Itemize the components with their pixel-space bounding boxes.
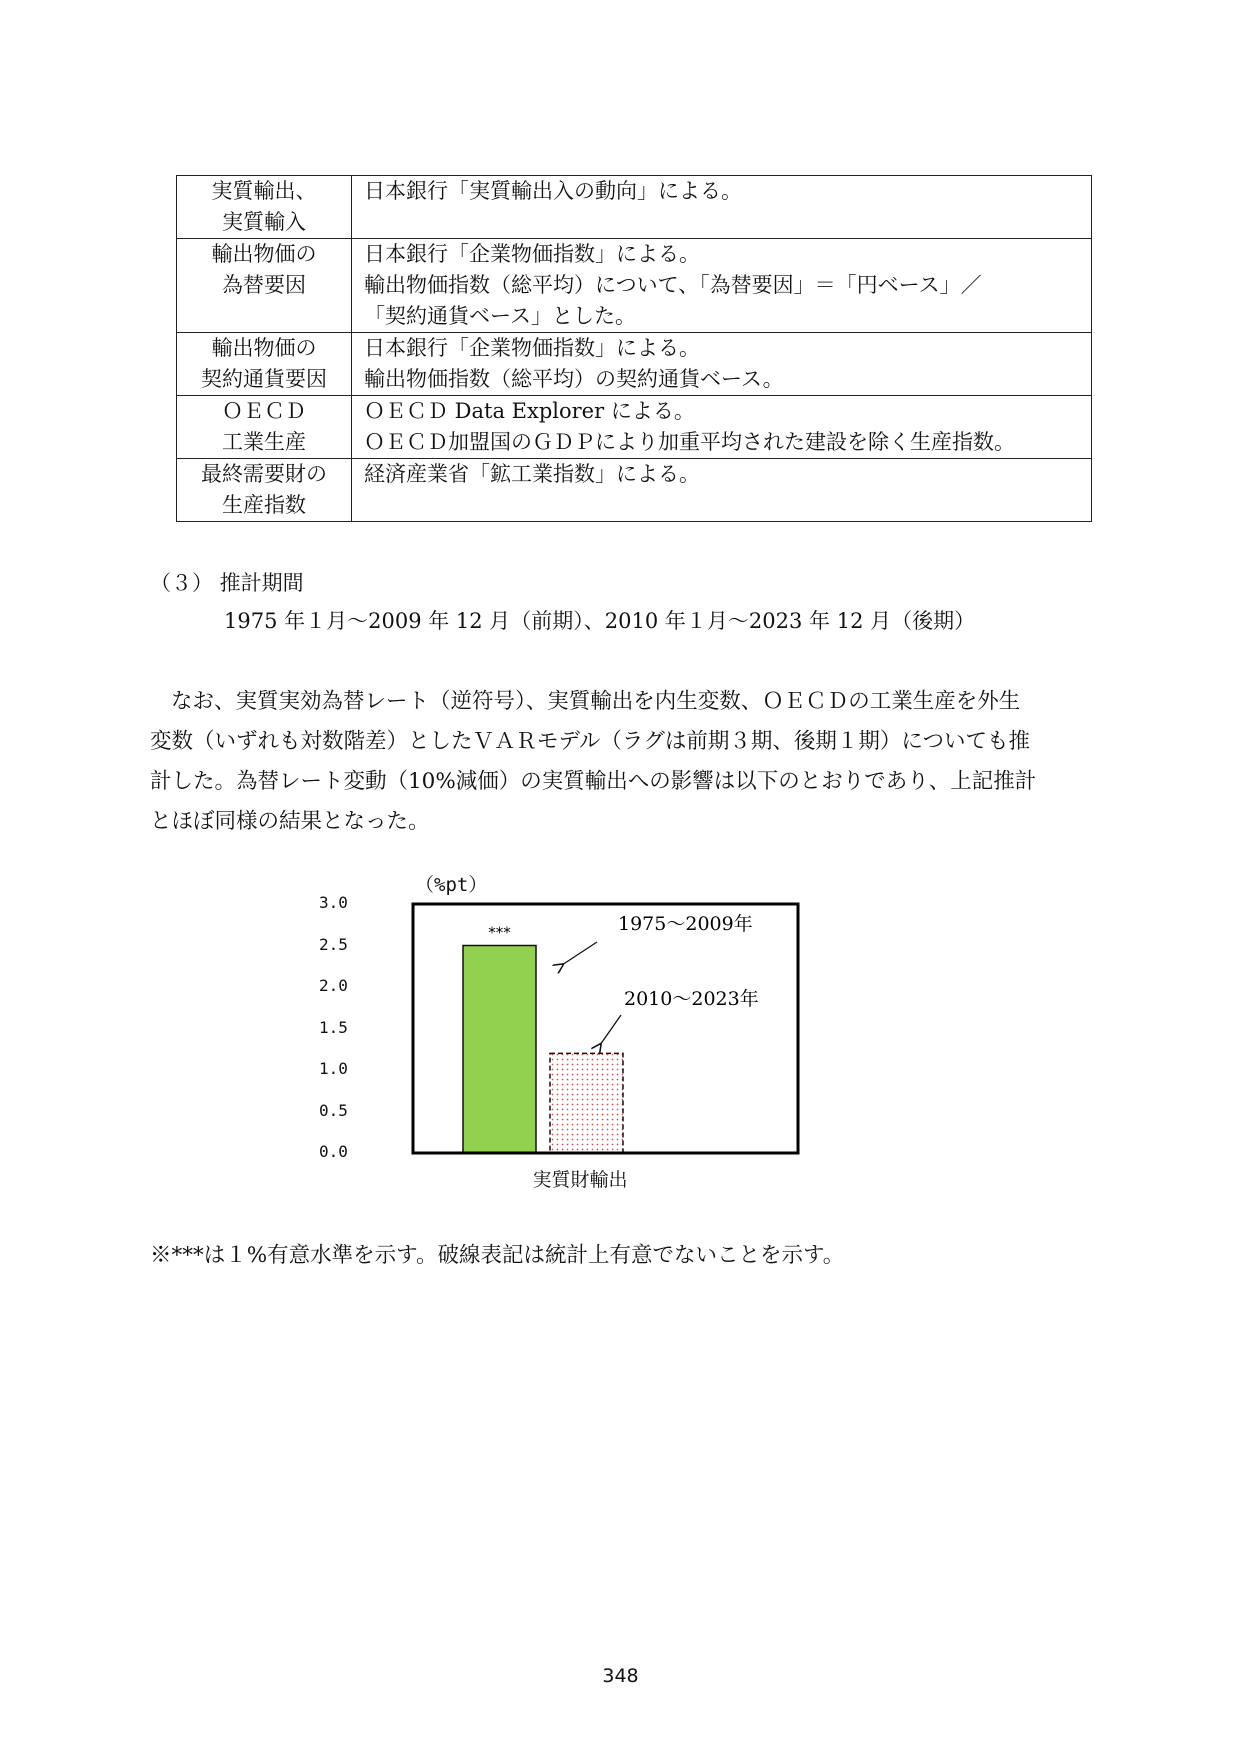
- source-label-line: 実質輸出、: [211, 179, 317, 203]
- significance-note: ※***は１%有意水準を示す。破線表記は統計上有意でないことを示す。: [150, 1243, 845, 1268]
- bar-series-1: [463, 946, 536, 1154]
- source-description-cell: [352, 459, 1092, 522]
- source-label-cell: [177, 176, 352, 239]
- source-label-line: 為替要因: [222, 273, 306, 297]
- page-number: 348: [602, 1665, 639, 1687]
- source-label-line: 実質輸入: [222, 210, 306, 234]
- source-description-line: 日本銀行「企業物価指数」による。: [364, 242, 700, 266]
- source-description-line: 輸出物価指数（総平均）について、「為替要因」＝「円ベース」／: [364, 273, 982, 297]
- chart: [319, 862, 820, 1202]
- series-label-arrow: [562, 942, 597, 965]
- source-label-line: ＯＥＣＤ: [222, 399, 306, 423]
- y-tick-label: 2.5: [319, 934, 348, 954]
- source-description-cell: [352, 396, 1092, 459]
- bar-series-2: [550, 1053, 623, 1153]
- source-description-line: [364, 490, 1091, 521]
- table-row: [177, 239, 1092, 333]
- series-label: 2010～2023年: [624, 988, 759, 1010]
- table-row: [177, 396, 1092, 459]
- source-label-cell: [177, 333, 352, 396]
- source-label-line: 最終需要財の: [201, 462, 327, 486]
- source-label-cell: [177, 459, 352, 522]
- source-label-cell: [177, 396, 352, 459]
- chart-plot: [340, 862, 820, 1202]
- source-description-line: ＯＥＣＤ Data Explorer による。: [364, 399, 695, 423]
- source-description-cell: [352, 176, 1092, 239]
- source-description-line: 「契約通貨ベース」とした。: [364, 304, 636, 328]
- table-row: [177, 459, 1092, 522]
- y-tick-label: 3.0: [319, 893, 348, 912]
- body-paragraph: [150, 682, 1092, 842]
- paragraph-line: 変数（いずれも対数階差）としたＶＡＲモデル（ラグは前期３期、後期１期）についても推: [150, 729, 1030, 754]
- x-axis-category-label: 実質財輸出: [532, 1169, 628, 1191]
- y-tick-label: 1.0: [319, 1059, 348, 1078]
- source-description-line: 輸出物価指数（総平均）の契約通貨ベース。: [364, 367, 784, 391]
- y-tick-label: 0.0: [319, 1142, 348, 1161]
- data-source-table: [176, 175, 1092, 522]
- y-tick-label: 0.5: [319, 1100, 348, 1120]
- source-description-cell: [352, 333, 1092, 396]
- source-description-cell: [352, 239, 1092, 333]
- source-description-line: ＯＥＣＤ加盟国のＧＤＰにより加重平均された建設を除く生産指数。: [364, 430, 1015, 454]
- estimation-period: 1975 年１月～2009 年 12 月（前期）、2010 年１月～2023 年 12 月（後期）: [224, 609, 976, 633]
- source-label-line: 契約通貨要因: [201, 367, 327, 391]
- paragraph-line: 計した。為替レート変動（10%減価）の実質輸出への影響は以下のとおりであり、上記推計: [150, 769, 1037, 794]
- series-label: 1975～2009年: [618, 913, 753, 935]
- section-heading: （３） 推計期間: [150, 571, 304, 595]
- table-row: [177, 176, 1092, 239]
- source-description-line: 日本銀行「企業物価指数」による。: [364, 336, 700, 360]
- source-label-line: 輸出物価の: [211, 336, 317, 360]
- series-label-arrow: [600, 1015, 621, 1045]
- chart-unit-label: （%pt）: [415, 874, 488, 896]
- source-label-line: 工業生産: [222, 430, 306, 454]
- significance-marker: ***: [488, 923, 511, 942]
- source-description-line: 日本銀行「実質輸出入の動向」による。: [364, 179, 742, 203]
- y-tick-label: 2.0: [319, 976, 348, 995]
- source-label-cell: [177, 239, 352, 333]
- source-description-line: [364, 207, 1091, 238]
- table-row: [177, 333, 1092, 396]
- paragraph-line: とほぼ同様の結果となった。: [150, 809, 430, 834]
- paragraph-line: なお、実質実効為替レート（逆符号）、実質輸出を内生変数、ＯＥＣＤの工業生産を外生: [171, 689, 1021, 714]
- y-tick-label: 1.5: [319, 1017, 348, 1037]
- source-label-line: 輸出物価の: [211, 242, 317, 266]
- source-description-line: 経済産業省「鉱工業指数」による。: [364, 462, 700, 486]
- source-label-line: 生産指数: [222, 493, 306, 517]
